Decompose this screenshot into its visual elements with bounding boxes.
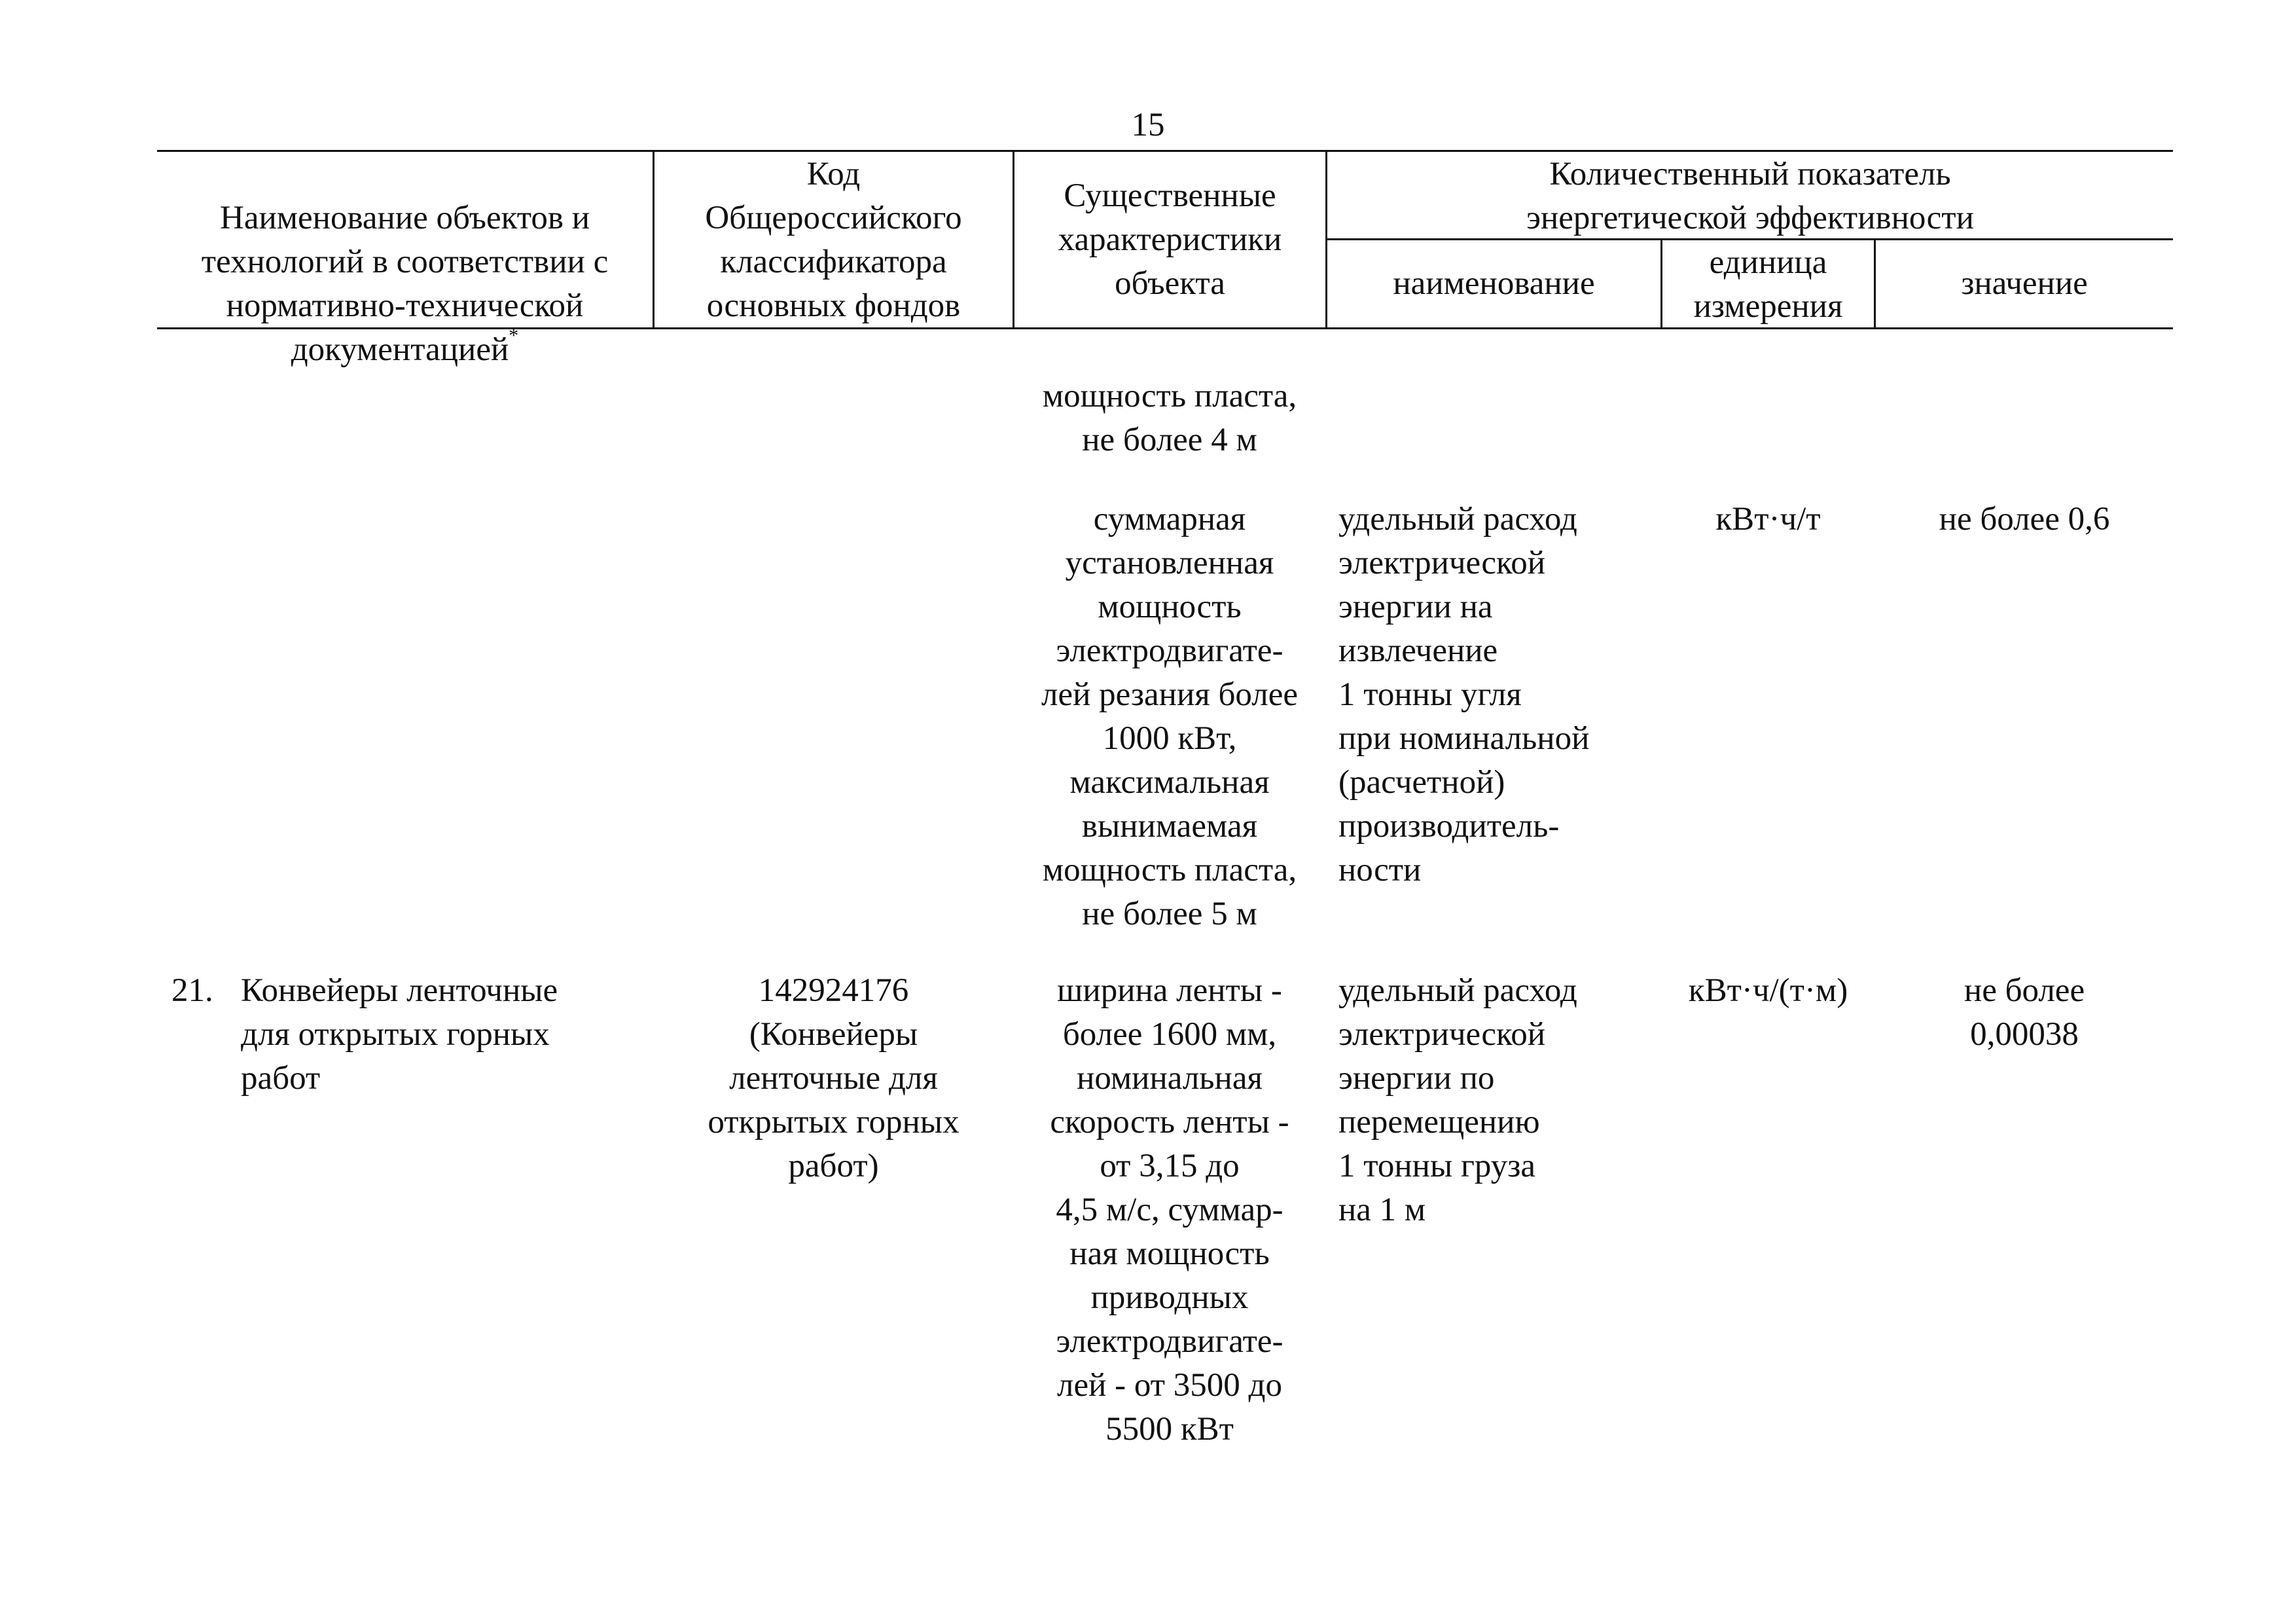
header-value: значение — [1961, 265, 2088, 302]
row-number: 21. — [171, 972, 213, 1009]
footnote-mark: * — [509, 325, 519, 346]
header-characteristics: Существенные характеристики объекта — [1058, 177, 1282, 302]
row-value: не более 0,6 — [1939, 501, 2110, 538]
header-unit: единица измерения — [1693, 244, 1843, 325]
row-characteristics: ширина ленты - более 1600 мм, номинальная скорость ленты - от 3,15 до 4,5 м/с, суммар- ная мощность приводных электродвигате- лей - от 3500 до 5500 кВт — [1050, 972, 1289, 1448]
header-indicator-name: наименование — [1393, 265, 1595, 302]
row-unit: кВт·ч/т — [1715, 501, 1821, 538]
row-indicator-name: удельный расход электрической энергии на извлечение 1 тонны угля при номинальной (расчетной) производитель- ности — [1338, 501, 1590, 888]
header-indicator-group: Количественный показатель энергетической эффективности — [1526, 156, 1974, 236]
row-value: не более 0,00038 — [1964, 972, 2085, 1053]
row-indicator-name: удельный расход электрической энергии по перемещению 1 тонны груза на 1 м — [1338, 972, 1577, 1228]
row-characteristics: мощность пласта, не более 4 м — [1042, 378, 1297, 458]
row-characteristics: суммарная установленная мощность электродвигате- лей резания более 1000 кВт, максимальная вынимаемая мощность пласта, не более 5 м — [1041, 501, 1298, 932]
row-object-name: Конвейеры ленточные для открытых горных работ — [241, 972, 558, 1097]
header-code: Код Общероссийского классификатора основных фондов — [705, 156, 962, 324]
row-code: 142924176 (Конвейеры ленточные для открытых горных работ) — [708, 972, 960, 1184]
page-number: 15 — [1131, 107, 1165, 143]
header-object-name: Наименование объектов и технологий в соответствии с нормативно-технической документацией* — [201, 200, 609, 368]
row-unit: кВт·ч/(т·м) — [1688, 972, 1848, 1009]
header-top-rule — [157, 150, 2173, 152]
